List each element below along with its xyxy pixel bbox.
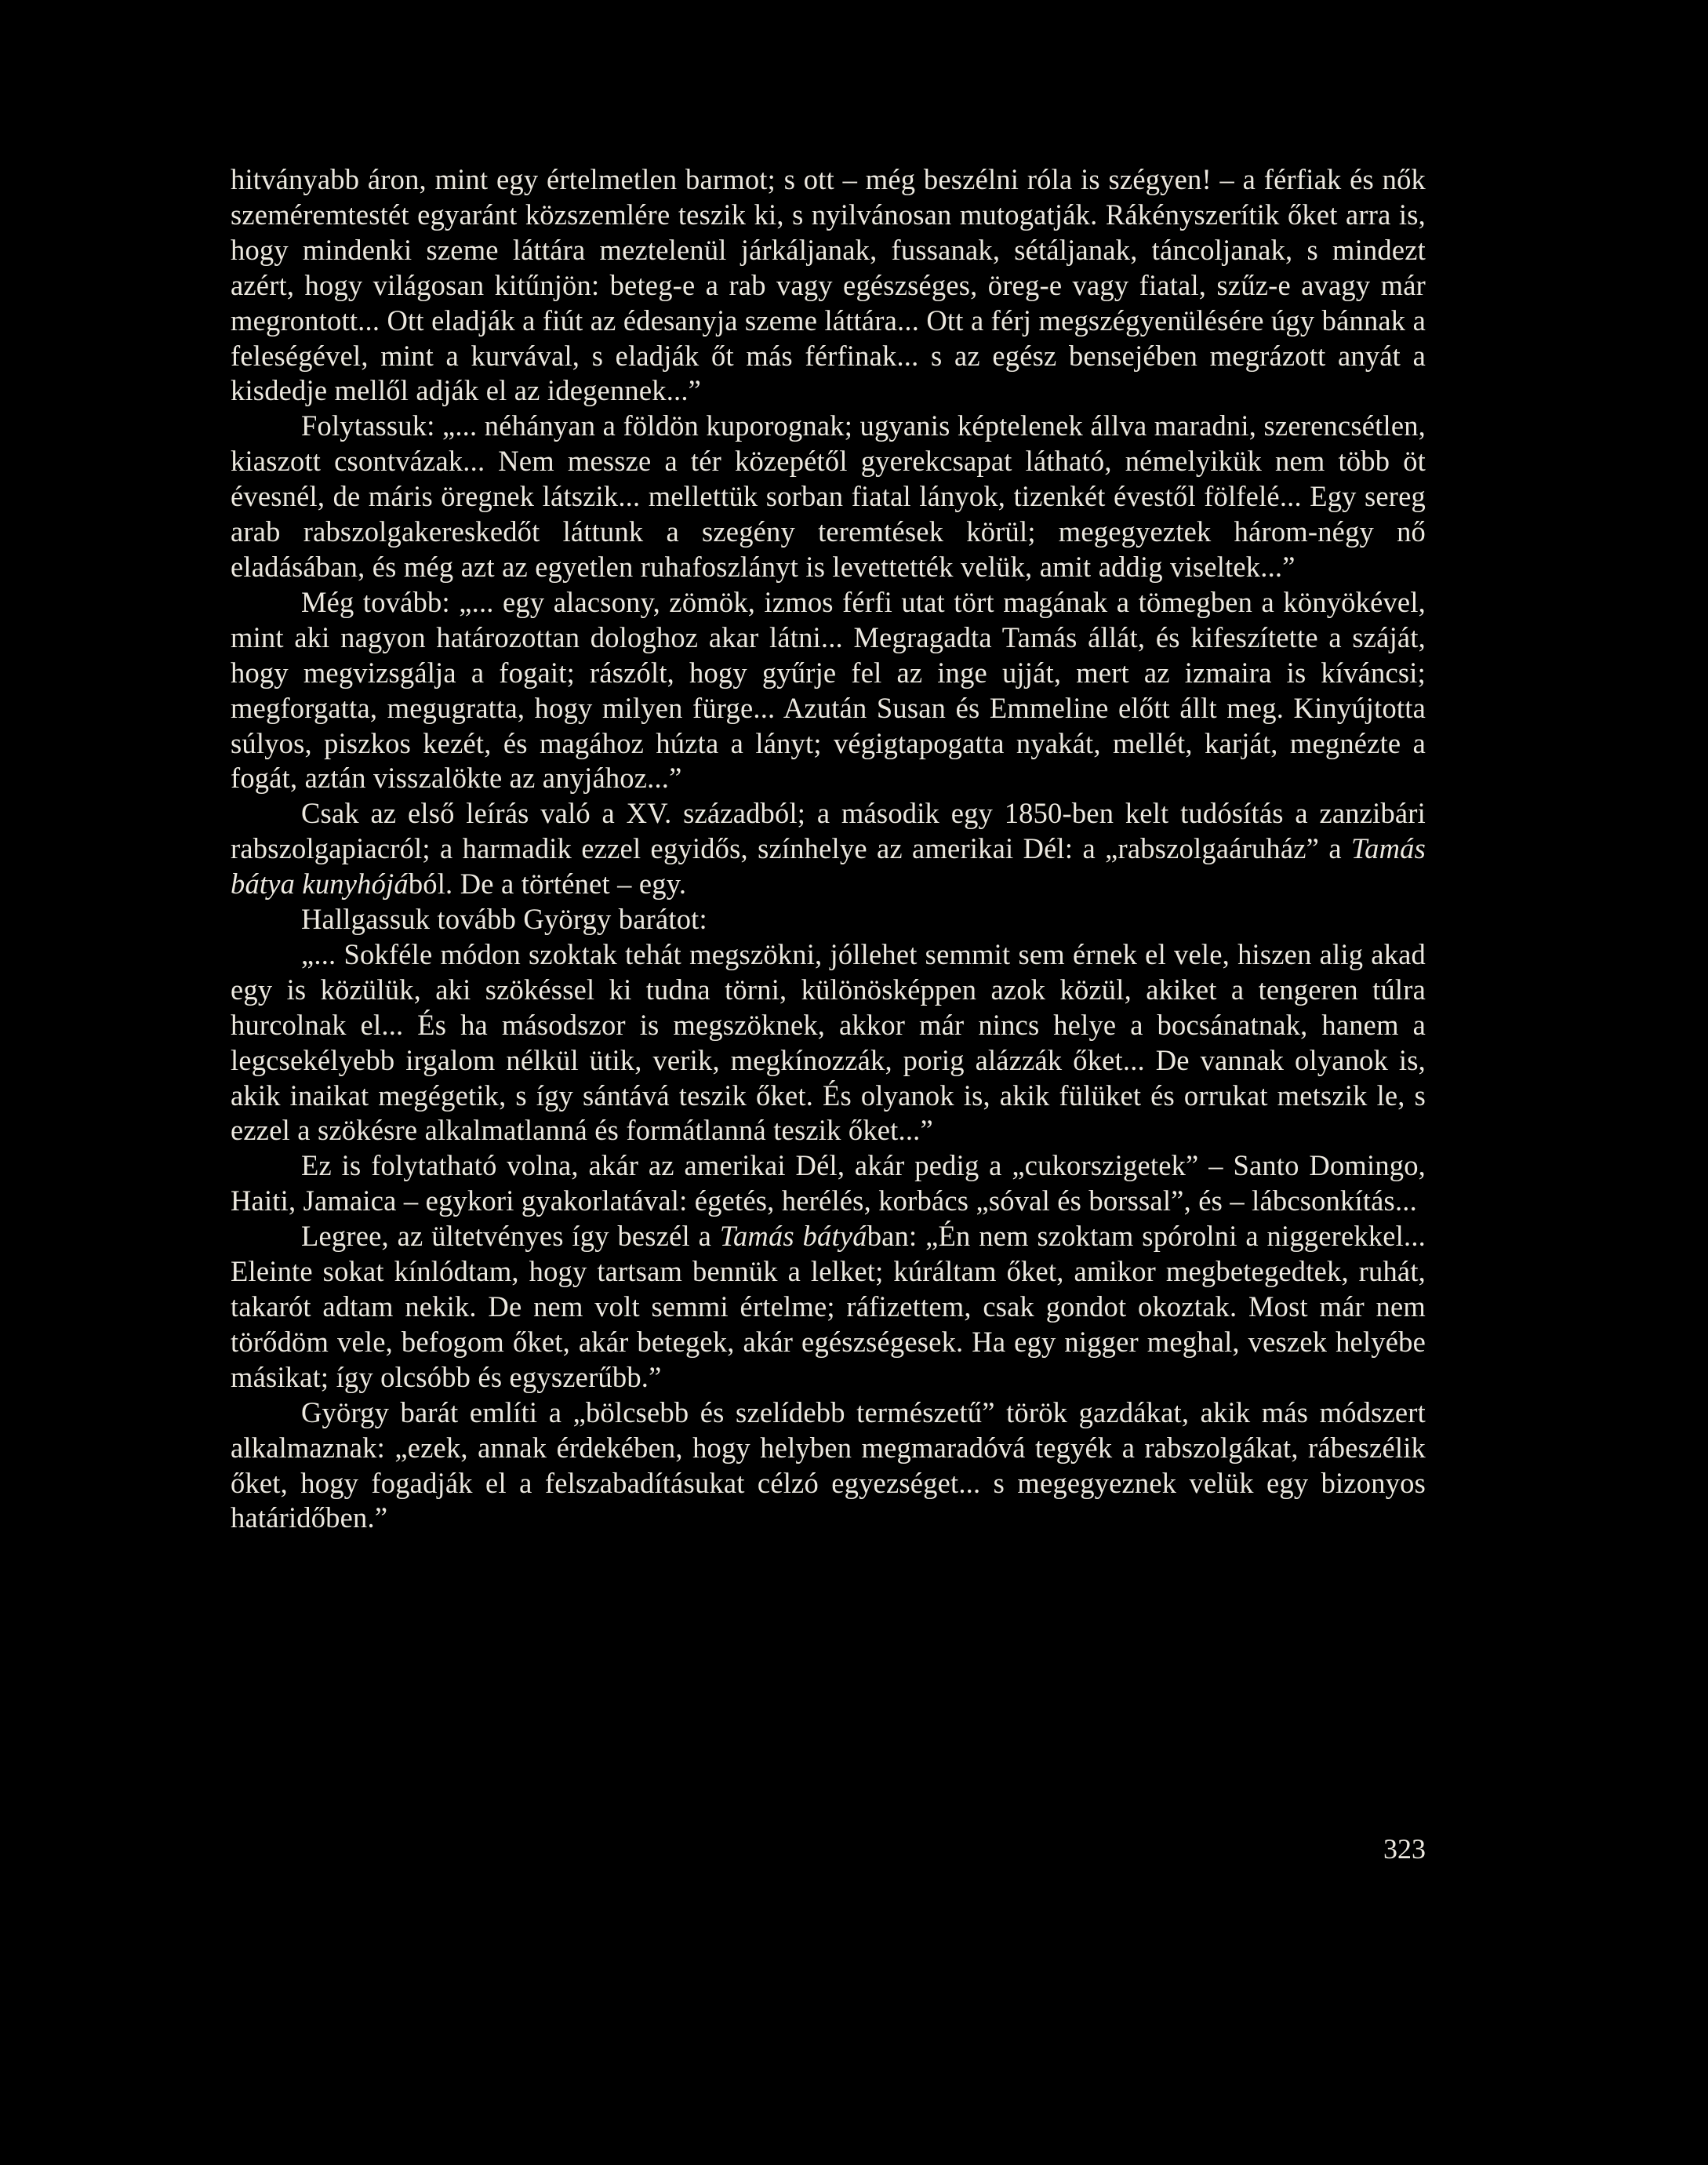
- paragraph-7: [231, 1148, 1426, 1219]
- paragraph-5: [231, 902, 1426, 937]
- book-page: [231, 162, 1426, 2045]
- paragraph-6-text: „... Sokféle módon szoktak tehát megszökni, jóllehet semmit sem érnek el vele, hiszen alig akad egy is közülük, aki szökéssel ki tudna törni, különösképpen azok közül, akiket a tengeren túlra hurcolnak el... És ha másodszor is megszöknek, akkor már nincs helye a bocsánatnak, hanem a legcsekélyebb irgalom nélkül ütik, verik, megkínozzák, porig alázzák őket... De vannak olyanok is, akik inaikat megégetik, s így sántává teszik őket. És olyanok is, akik fülüket és orrukat metszik le, s ezzel a szökésre alkalmatlanná és formátlanná teszik őket...”: [231, 937, 1426, 1147]
- book-title-italic: Tamás bátyá: [719, 1220, 867, 1253]
- paragraph-4: [231, 796, 1426, 902]
- paragraph-2-text: Folytassuk: „... néhányan a földön kuporognak; ugyanis képtelenek állva maradni, szerencsétlen, kiaszott csontvázak... Nem messze a tér közepétől gyerekcsapat látható, némelyikük nem több öt évesnél, de máris öregnek látszik... mellettük sorban fiatal lányok, tizenkét évestől fölfelé... Egy sereg arab rabszolgakereskedőt láttunk a szegény teremtések körül; megegyeztek három-négy nő eladásában, és még azt az egyetlen ruhafoszlányt is levettették velük, amit addig viseltek...”: [231, 409, 1426, 583]
- book-title-italic: Tamás bátya kunyhójá: [231, 832, 1426, 901]
- paragraph-4-text-end: ból. De a történet – egy.: [408, 868, 687, 901]
- page-number: 323: [1383, 1833, 1426, 1865]
- paragraph-8-text-end: ban: „Én nem szoktam spórolni a niggerekkel... Eleinte sokat kínlódtam, hogy tartsam bennük a lelket; kúráltam őket, amikor megbetegedtek, ruhát, takarót adtam nekik. De nem volt semmi értelme; ráfizettem, csak gondot okoztak. Most már nem törődöm vele, befogom őket, akár betegek, akár egészségesek. Ha egy nigger meghal, veszek helyébe másikat; így olcsóbb és egyszerűbb.”: [231, 1220, 1426, 1393]
- paragraph-6: [231, 937, 1426, 1148]
- paragraph-1: [231, 162, 1426, 409]
- paragraph-9-text: György barát említi a „bölcsebb és szelídebb természetű” török gazdákat, akik más módszert alkalmaznak: „ezek, annak érdekében, hogy helyben megmaradóvá tegyék a rabszolgákat, rábeszélik őket, hogy fogadják el a felszabadításukat célzó egyezséget... s megegyeznek velük egy bizonyos határidőben.”: [231, 1395, 1426, 1534]
- paragraph-2: [231, 409, 1426, 585]
- paragraph-7-text: Ez is folytatható volna, akár az amerikai Dél, akár pedig a „cukorszigetek” – Santo Domingo, Haiti, Jamaica – egykori gyakorlatával: égetés, herélés, korbács „sóval és borssal”, és – lábcsonkítás...: [231, 1149, 1426, 1217]
- paragraph-3: [231, 585, 1426, 796]
- paragraph-5-text: Hallgassuk tovább György barátot:: [301, 903, 707, 936]
- paragraph-8-text: Legree, az ültetvényes így beszél a: [301, 1220, 720, 1253]
- paragraph-3-text: Még tovább: „... egy alacsony, zömök, izmos férfi utat tört magának a tömegben a könyökével, mint aki nagyon határozottan dologhoz akar látni... Megragadta Tamás állát, és kifeszítette a száját, hogy megvizsgálja a fogait; rászólt, hogy gyűrje fel az inge ujját, mert az izmaira is kíváncsi; megforgatta, megugratta, hogy milyen fürge... Azután Susan és Emmeline előtt állt meg. Kinyújtotta súlyos, piszkos kezét, és magához húzta a lányt; végigtapogatta nyakát, mellét, karját, megnézte a fogát, aztán visszalökte az anyjához...”: [231, 585, 1426, 795]
- paragraph-8: [231, 1219, 1426, 1395]
- page-body-text: [231, 162, 1426, 1536]
- paragraph-4-text: Csak az első leírás való a XV. századból; a második egy 1850-ben kelt tudósítás a zanzibári rabszolgapiacról; a harmadik ezzel egyidős, színhelye az amerikai Dél: a „rabszolgaáruház” a: [231, 797, 1426, 865]
- paragraph-9: [231, 1395, 1426, 1537]
- paragraph-1-text: hitványabb áron, mint egy értelmetlen barmot; s ott – még beszélni róla is szégyen! – a férfiak és nők szeméremtestét egyaránt közszemlére teszik ki, s nyilvánosan mutogatják. Rákényszerítik őket arra is, hogy mindenki szeme láttára meztelenül járkáljanak, fussanak, sétáljanak, táncoljanak, s mindezt azért, hogy világosan kitűnjön: beteg-e a rab vagy egészséges, öreg-e vagy fiatal, szűz-e avagy már megrontott... Ott eladják a fiút az édesanyja szeme láttára... Ott a férj megszégyenülésére úgy bánnak a feleségével, mint a kurvával, s eladják őt más férfinak... s az egész bensejében megrázott anyát a kisdedje mellől adják el az idegennek...”: [231, 163, 1426, 407]
